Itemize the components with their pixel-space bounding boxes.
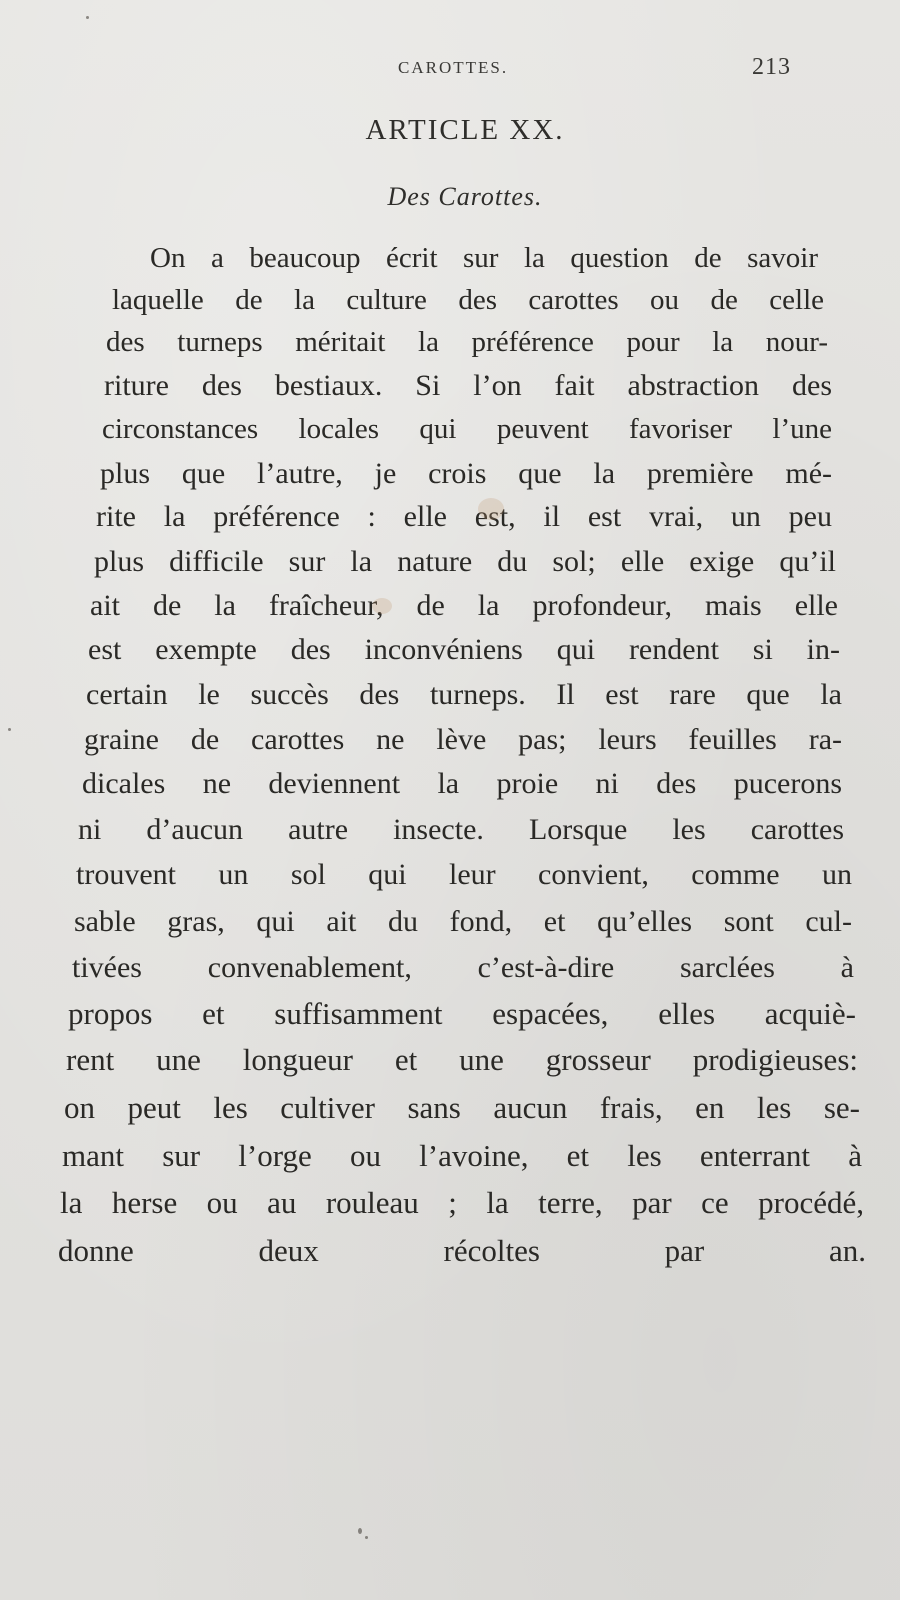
text-line: plus que l’autre, je crois que la première mé-: [100, 457, 832, 490]
text-line: riture des bestiaux. Si l’on fait abstraction des: [104, 369, 832, 402]
text-line: ait de la fraîcheur, de la profondeur, mais elle: [90, 589, 838, 622]
paper-speck: [8, 728, 11, 731]
running-title: CAROTTES.: [398, 58, 509, 77]
text-line: circonstances locales qui peuvent favoriser l’une: [102, 413, 832, 445]
paper-stain: [478, 498, 504, 520]
text-line: des turneps méritait la préférence pour la nour-: [106, 326, 828, 358]
text-line: dicales ne deviennent la proie ni des pucerons: [82, 767, 842, 800]
text-line: tivées convenablement, c’est-à-dire sarclées à: [72, 951, 854, 984]
paper-speck: [365, 1536, 368, 1539]
paper-speck: [86, 16, 89, 19]
text-line: on peut les cultiver sans aucun frais, en les se-: [64, 1090, 860, 1125]
section-subtitle: Des Carottes.: [387, 182, 543, 211]
text-line: laquelle de la culture des carottes ou de celle: [112, 284, 824, 316]
text-line: certain le succès des turneps. Il est rare que la: [86, 678, 842, 711]
text-line: graine de carottes ne lève pas; leurs feuilles ra-: [84, 723, 842, 756]
article-heading: ARTICLE XX.: [365, 114, 565, 146]
paper-speck: [358, 1528, 362, 1534]
running-head: [0, 54, 900, 88]
text-line: plus difficile sur la nature du sol; elle exige qu’il: [94, 545, 836, 578]
text-line: est exempte des inconvéniens qui rendent si in-: [88, 633, 840, 666]
text-line: donne deux récoltes par an.: [58, 1233, 866, 1268]
text-line: rent une longueur et une grosseur prodigieuses:: [66, 1042, 858, 1077]
paper-stain: [372, 598, 392, 614]
text-line: On a beaucoup écrit sur la question de savoir: [150, 242, 818, 274]
page-number: 213: [752, 54, 791, 80]
text-line: propos et suffisamment espacées, elles acquiè-: [68, 996, 856, 1031]
text-line: ni d’aucun autre insecte. Lorsque les carottes: [78, 813, 844, 846]
text-line: sable gras, qui ait du fond, et qu’elles sont cul-: [74, 905, 852, 938]
text-line: mant sur l’orge ou l’avoine, et les enterrant à: [62, 1138, 862, 1173]
text-line: la herse ou au rouleau ; la terre, par ce procédé,: [60, 1185, 864, 1220]
text-line: rite la préférence : elle est, il est vrai, un peu: [96, 500, 832, 533]
text-line: trouvent un sol qui leur convient, comme un: [76, 858, 852, 891]
